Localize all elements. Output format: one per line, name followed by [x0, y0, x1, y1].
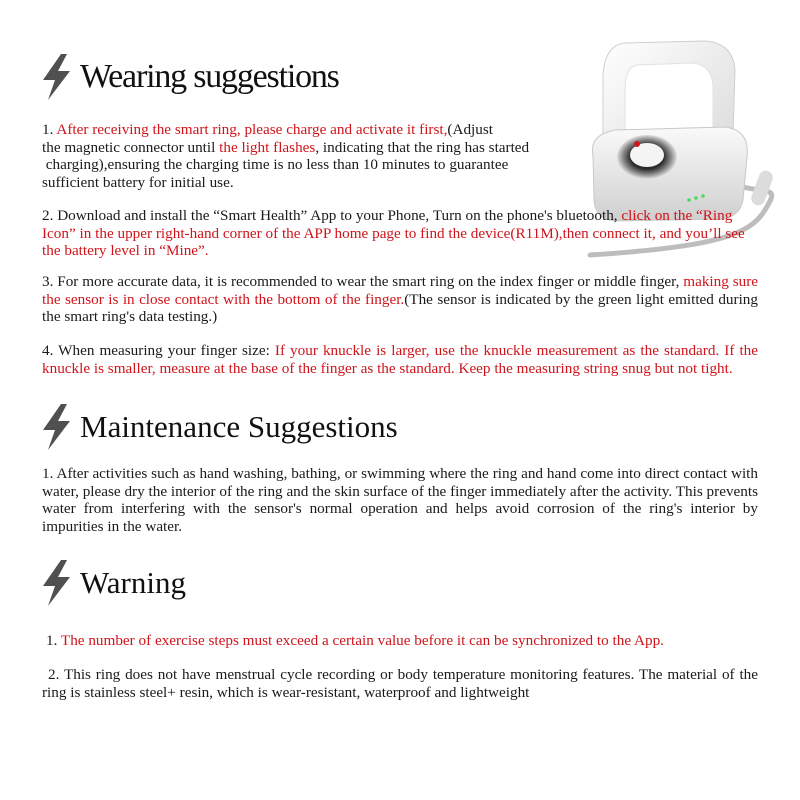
warning-item-2: 2. This ring does not have menstrual cycle recording or body temperature monitoring features. The material of the ring is stainless steel+ resin, which is wear-resistant, waterproof and lightweight [42, 666, 758, 701]
section-title: Maintenance Suggestions [80, 409, 398, 444]
section-title: Wearing suggestions [80, 58, 339, 95]
wearing-item-3: 3. For more accurate data, it is recommended to wear the smart ring on the index finger or middle finger, making sure the sensor is in close contact with the bottom of the finger.(The sensor is indicated by the green light emitted during the smart ring's data testing.) [42, 273, 758, 325]
wearing-item-4: 4. When measuring your finger size: If your knuckle is larger, use the knuckle measurement as the standard. If the knuckle is smaller, measure at the base of the finger as the standard. Keep the measuring string snug but not tight. [42, 342, 759, 377]
lightning-bolt-icon [40, 404, 72, 450]
warning-item-1: 1. The number of exercise steps must exceed a certain value before it can be synchronized to the App. [46, 632, 664, 649]
section-header-warning [40, 560, 186, 606]
wearing-item-1: 1. After receiving the smart ring, please charge and activate it first,(Adjust the magnetic connector until the light flashes, indicating that the ring has started charging),ensuring the charging time is no less than 10 minutes to guarantee sufficient battery for initial use. [42, 121, 530, 191]
lightning-bolt-icon [40, 54, 72, 100]
section-header-wearing [40, 54, 339, 100]
section-header-maintenance [40, 404, 398, 450]
section-title: Warning [80, 565, 186, 600]
lightning-bolt-icon [40, 560, 72, 606]
wearing-item-2: 2. Download and install the “Smart Health” App to your Phone, Turn on the phone's bluetooth, click on the “Ring Icon” in the upper right-hand corner of the APP home page to find the device(R11M),then connect it, and you’ll see the battery level in “Mine”. [42, 207, 745, 259]
maintenance-item-1: 1. After activities such as hand washing, bathing, or swimming where the ring and hand come into direct contact with water, please dry the interior of the ring and the skin surface of the finger immediately after the activity. This prevents water from interfering with the sensor's normal operation and helps avoid corrosion of the ring's interior by impurities in the water. [42, 465, 758, 535]
